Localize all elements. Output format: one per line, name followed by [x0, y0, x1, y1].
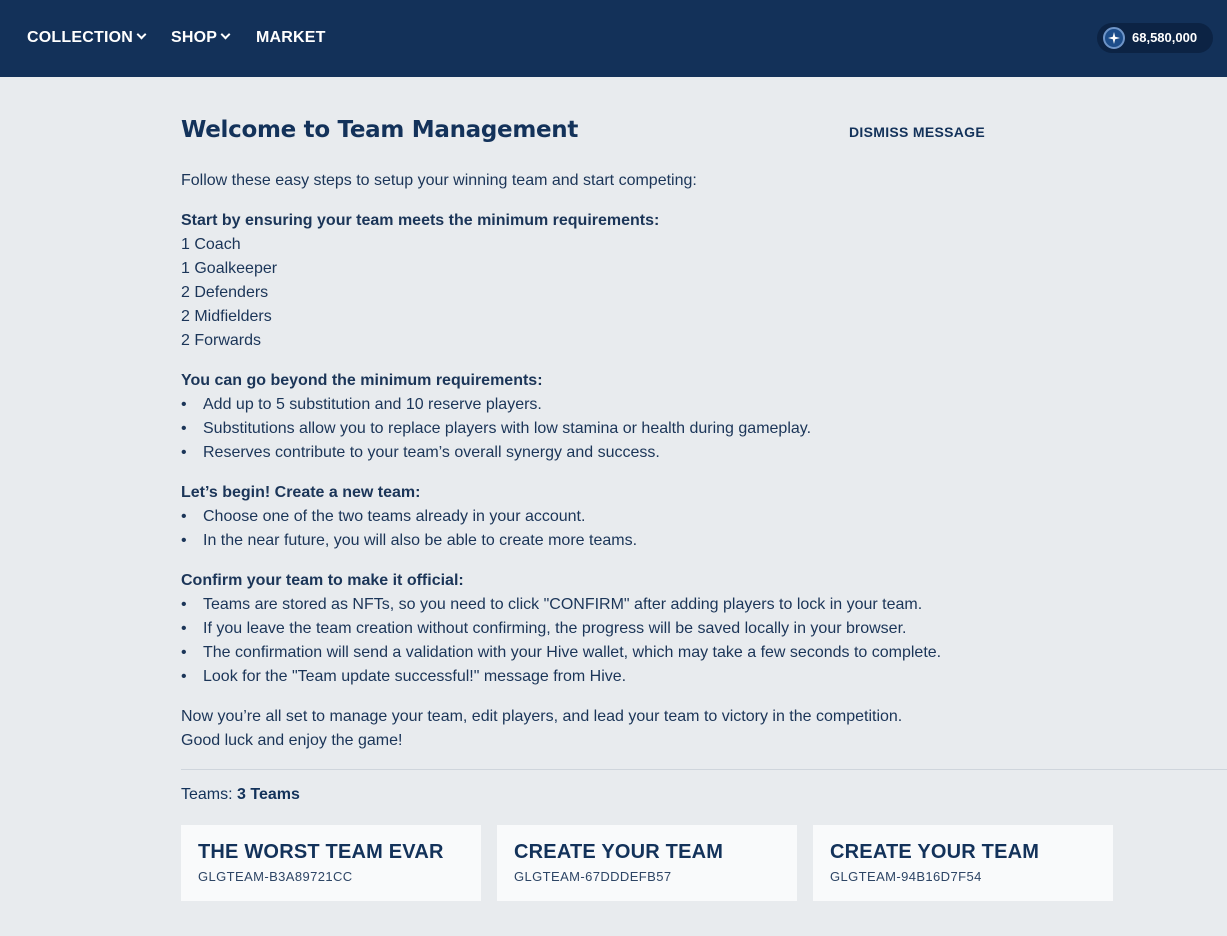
list-item: • Add up to 5 substitution and 10 reserve players.	[181, 396, 542, 413]
dismiss-message-button[interactable]: DISMISS MESSAGE	[849, 124, 985, 140]
teams-count-value: 3 Teams	[237, 786, 300, 803]
team-id: GLGTEAM-67DDDEFB57	[514, 869, 672, 884]
list-item: • Teams are stored as NFTs, so you need to click "CONFIRM" after adding players to lock in your team.	[181, 596, 923, 613]
beyond-heading: You can go beyond the minimum requirements:	[181, 372, 543, 389]
chevron-down-icon	[221, 30, 231, 40]
list-item-text: Add up to 5 substitution and 10 reserve players.	[203, 396, 542, 413]
outro-text: Good luck and enjoy the game!	[181, 732, 403, 749]
balance-badge[interactable]	[1097, 23, 1213, 53]
nav-shop[interactable]	[171, 27, 229, 49]
nav-collection[interactable]	[27, 27, 145, 49]
page-title: Welcome to Team Management	[181, 117, 579, 143]
list-item-text: Look for the "Team update successful!" message from Hive.	[203, 668, 627, 685]
list-item: • If you leave the team creation without confirming, the progress will be saved locally in your browser.	[181, 620, 907, 637]
chevron-down-icon	[137, 30, 147, 40]
requirements-heading: Start by ensuring your team meets the minimum requirements:	[181, 212, 660, 229]
confirm-heading: Confirm your team to make it official:	[181, 572, 464, 589]
list-item: • In the near future, you will also be able to create more teams.	[181, 532, 638, 549]
outro-text: Now you’re all set to manage your team, edit players, and lead your team to victory in the competition.	[181, 708, 903, 725]
nav-shop-label: SHOP	[171, 29, 218, 46]
begin-heading: Let’s begin! Create a new team:	[181, 484, 421, 501]
list-item-text: Reserves contribute to your team’s overall synergy and success.	[203, 444, 660, 461]
list-item: • Substitutions allow you to replace players with low stamina or health during gameplay.	[181, 420, 812, 437]
requirement-item: 2 Forwards	[181, 332, 262, 349]
balance-amount: 68,580,000	[1132, 30, 1198, 45]
list-item-text: If you leave the team creation without confirming, the progress will be saved locally in your browser.	[203, 620, 907, 637]
requirement-item: 1 Goalkeeper	[181, 260, 278, 277]
team-card[interactable]	[497, 825, 797, 901]
nav-market[interactable]	[256, 27, 326, 49]
list-item: • Look for the "Team update successful!" message from Hive.	[181, 668, 627, 685]
requirement-item: 2 Defenders	[181, 284, 269, 301]
divider	[181, 769, 1227, 770]
teams-count	[181, 784, 300, 806]
list-item-text: Choose one of the two teams already in your account.	[203, 508, 586, 525]
team-id: GLGTEAM-B3A89721CC	[198, 869, 353, 884]
teams-label: Teams:	[181, 786, 233, 803]
list-item-text: The confirmation will send a validation with your Hive wallet, which may take a few seconds to complete.	[203, 644, 942, 661]
team-card[interactable]	[181, 825, 481, 901]
list-item: • Reserves contribute to your team’s overall synergy and success.	[181, 444, 660, 461]
list-item-text: In the near future, you will also be able to create more teams.	[203, 532, 638, 549]
team-id: GLGTEAM-94B16D7F54	[830, 869, 982, 884]
requirement-item: 2 Midfielders	[181, 308, 272, 325]
team-name: THE WORST TEAM EVAR	[198, 841, 444, 863]
list-item-text: Substitutions allow you to replace players with low stamina or health during gameplay.	[203, 420, 812, 437]
team-card[interactable]	[813, 825, 1113, 901]
star-coin-icon	[1103, 27, 1125, 49]
requirement-item: 1 Coach	[181, 236, 241, 253]
team-name: CREATE YOUR TEAM	[514, 841, 724, 863]
nav-market-label: MARKET	[256, 29, 326, 46]
team-name: CREATE YOUR TEAM	[830, 841, 1040, 863]
nav-collection-label: COLLECTION	[27, 29, 133, 46]
list-item-text: Teams are stored as NFTs, so you need to click "CONFIRM" after adding players to lock in your team.	[203, 596, 923, 613]
intro-text: Follow these easy steps to setup your winning team and start competing:	[181, 172, 697, 189]
list-item: • Choose one of the two teams already in your account.	[181, 508, 586, 525]
top-nav-bar	[0, 0, 1227, 77]
list-item: • The confirmation will send a validation with your Hive wallet, which may take a few seconds to complete.	[181, 644, 942, 661]
